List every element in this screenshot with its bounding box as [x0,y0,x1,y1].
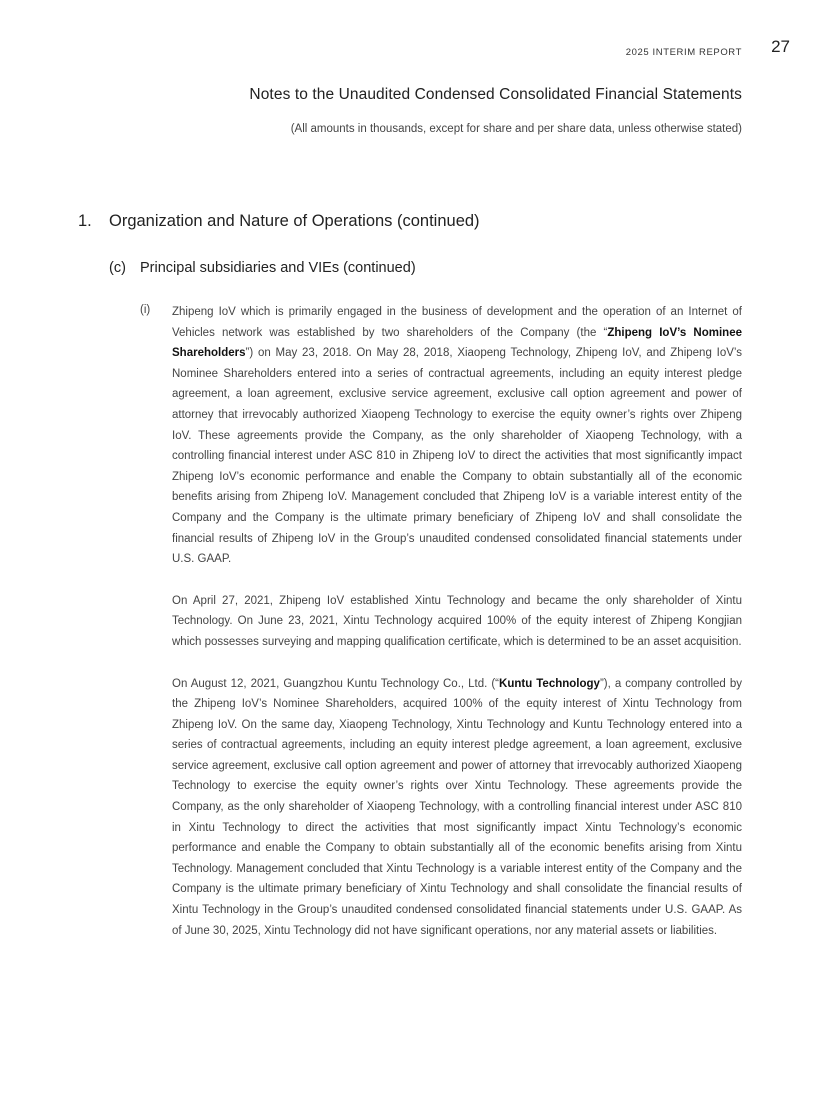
subsection-heading [109,260,416,276]
paragraph-1 [172,302,742,570]
section-number: 1. [78,212,92,230]
kuntu-technology-term: Kuntu Technology [499,677,600,690]
section-heading [78,212,480,231]
subsection-title: Principal subsidiaries and VIEs (continued) [140,260,416,276]
item-label: (i) [140,304,151,316]
notes-subtitle: (All amounts in thousands, except for share and per share data, unless otherwise stated) [290,123,742,135]
section-title: Organization and Nature of Operations (continued) [109,212,480,230]
paragraph-1-part-a: Zhipeng IoV which is primarily engaged in the business of development and the operation of an Internet of Vehicles network was established by two shareholders of the Company (the “ [172,306,742,339]
report-label: 2025 INTERIM REPORT [625,47,742,58]
paragraph-3-part-a: On August 12, 2021, Guangzhou Kuntu Technology Co., Ltd. (“ [172,677,500,690]
paragraph-1-part-b: ”) on May 23, 2018. On May 28, 2018, Xiaopeng Technology, Zhipeng IoV, and Zhipeng IoV’s Nominee Shareholders entered into a series of contractual agreements, including an equity interest pledge agreement, a loan agreement, exclusive service agreement, exclusive call option agreement and power of attorney that irrevocably authorized Xiaopeng Technology to exercise the equity owner’s rights over Zhipeng IoV. These agreements provide the Company, as the only shareholder of Xiaopeng Technology, with a controlling financial interest under ASC 810 in Zhipeng IoV to direct the activities that most significantly impact Zhipeng IoV’s economic performance and enable the Company to obtain substantially all of the economic benefits arising from Zhipeng IoV. Management concluded that Zhipeng IoV is a variable interest entity of the Company and the Company is the ultimate primary beneficiary of Zhipeng IoV and shall consolidate the financial results of Zhipeng IoV in the Group’s unaudited condensed consolidated financial statements under U.S. GAAP. [172,347,742,566]
paragraph-2: On April 27, 2021, Zhipeng IoV established Xintu Technology and became the only shareholder of Xintu Technology. On June 23, 2021, Xintu Technology acquired 100% of the equity interest of Zhipeng Kongjian which possesses surveying and mapping qualification certificate, which is determined to be an asset acquisition. [172,594,742,648]
paragraph-3-part-b: ”), a company controlled by the Zhipeng IoV’s Nominee Shareholders, acquired 100% of the equity interest of Xintu Technology from Zhipeng IoV. On the same day, Xiaopeng Technology, Xintu Technology and Kuntu Technology entered into a series of contractual agreements, including an equity interest pledge agreement, a loan agreement, exclusive service agreement, exclusive call option agreement and power of attorney that irrevocably authorized Xiaopeng Technology to exercise the equity owner’s rights over Xintu Technology. These agreements provide the Company, as the only shareholder of Xiaopeng Technology, with a controlling financial interest under ASC 810 in Xintu Technology to direct the activities that most significantly impact Xintu Technology’s economic performance and enable the Company to obtain substantially all of the economic benefits arising from Xintu Technology. Management concluded that Xintu Technology is a variable interest entity of the Company and the Company is the ultimate primary beneficiary of Xintu Technology and shall consolidate the financial results of Xintu Technology in the Group’s unaudited condensed consolidated financial statements under U.S. GAAP. As of June 30, 2025, Xintu Technology did not have significant operations, nor any material assets or liabilities. [172,677,742,937]
notes-title: Notes to the Unaudited Condensed Consolidated Financial Statements [249,86,742,103]
paragraph-3 [172,674,742,942]
subsection-number: (c) [109,260,126,276]
item-body [172,302,742,962]
page-number: 27 [771,37,790,56]
nominee-shareholders-term: Zhipeng IoV’s Nominee Shareholders [172,326,742,360]
